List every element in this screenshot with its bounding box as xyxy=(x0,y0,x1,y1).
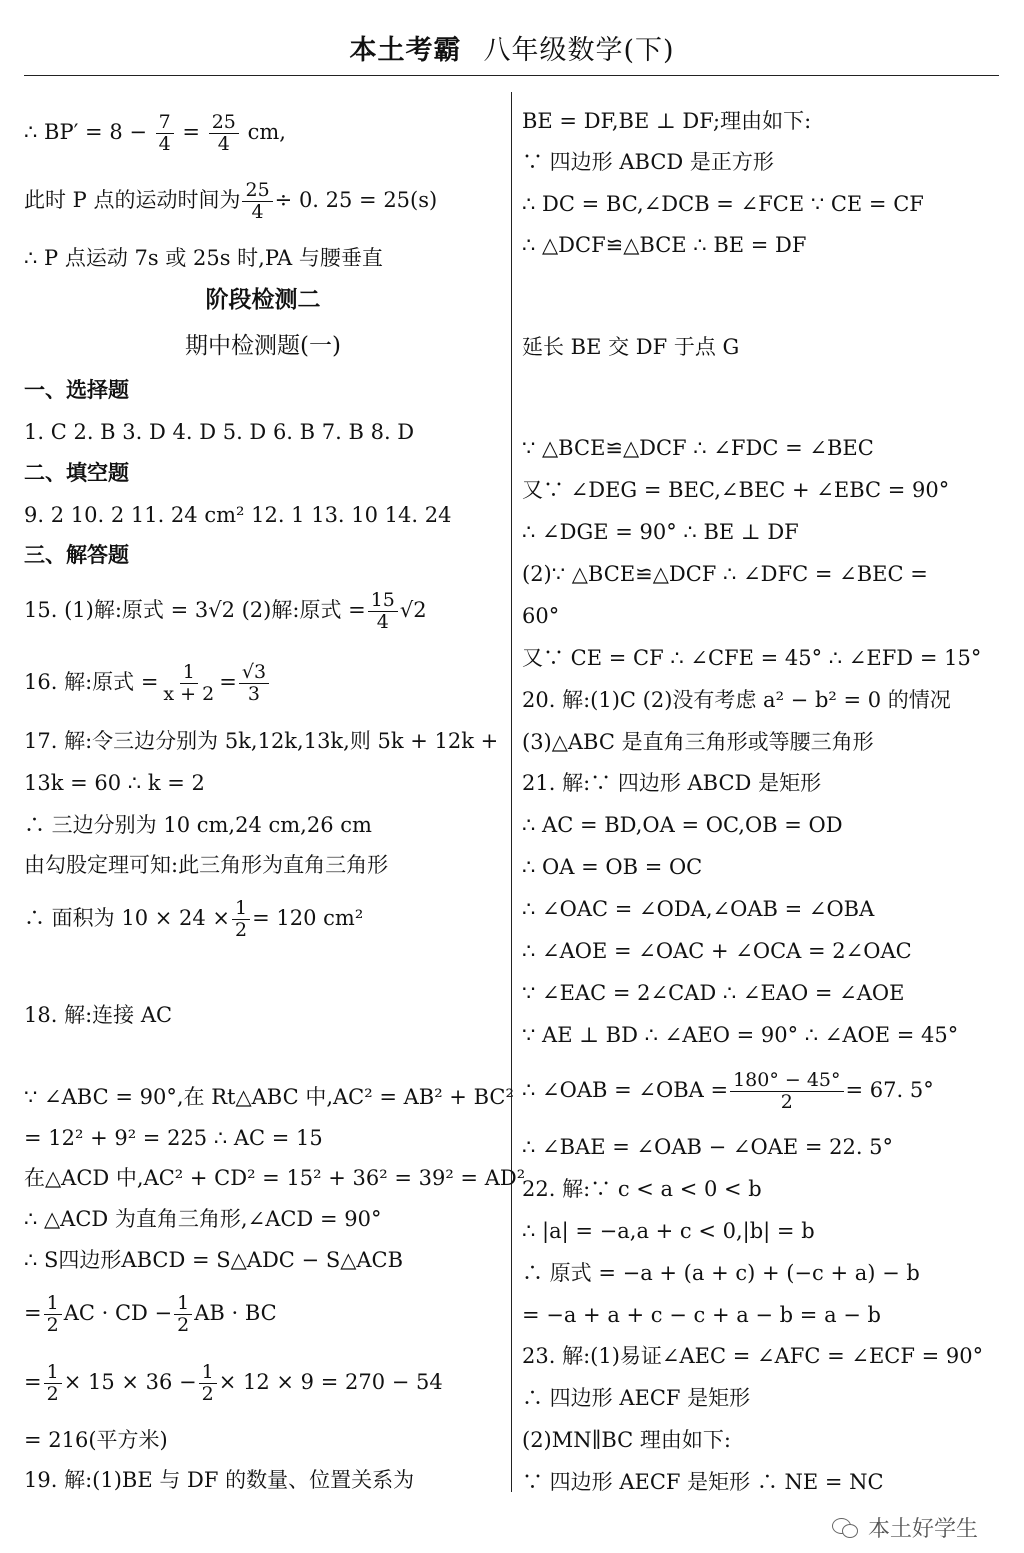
right-line-10: 60° xyxy=(522,604,560,628)
left-line-2: 此时 P 点的运动时间为 $\frac{25}{4}$ ÷ 0. 25 = 25(s) xyxy=(24,179,438,223)
right-line-20: ∵ AE ⊥ BD ∴ ∠AEO = 90° ∴ ∠AOE = 45° xyxy=(522,1023,959,1047)
right-line-21: ∴ ∠OAB = ∠OBA = $\frac{180^\circ - 45^\circ}{2}$ = 67. 5° xyxy=(522,1069,934,1113)
fraction: $\frac{25}{4}$ xyxy=(209,112,239,155)
q18-line-3: = 12² + 9² = 225 ∴ AC = 15 xyxy=(24,1126,323,1150)
q17-line-3: ∴ 三边分别为 10 cm,24 cm,26 cm xyxy=(24,813,372,837)
right-line-15: ∴ AC = BD,OA = OC,OB = OD xyxy=(522,813,843,837)
right-line-18: ∴ ∠AOE = ∠OAC + ∠OCA = 2∠OAC xyxy=(522,939,912,963)
q15-line: 15. (1)解:原式 = 3√2 (2)解:原式 = $\frac{15}{4}$ √2 xyxy=(24,589,427,633)
q18-line-1: 18. 解:连接 AC xyxy=(24,1003,173,1027)
right-line-27: 23. 解:(1)易证∠AEC = ∠AFC = ∠ECF = 90° xyxy=(522,1344,984,1368)
right-line-19: ∵ ∠EAC = 2∠CAD ∴ ∠EAO = ∠AOE xyxy=(522,981,905,1005)
right-line-23: 22. 解:∵ c < a < 0 < b xyxy=(522,1177,762,1201)
right-line-4: ∴ △DCF≌△BCE ∴ BE = DF xyxy=(522,233,807,257)
fraction: $\frac{7}{4}$ xyxy=(156,112,174,155)
watermark-text: 本土好学生 xyxy=(868,1517,979,1542)
right-line-14: 21. 解:∵ 四边形 ABCD 是矩形 xyxy=(522,771,822,795)
fraction: $\frac{15}{4}$ xyxy=(368,590,398,633)
right-line-26: = −a + a + c − c + a − b = a − b xyxy=(522,1303,881,1327)
q19-line-1: 19. 解:(1)BE 与 DF 的数量、位置关系为 xyxy=(24,1468,415,1492)
left-line-1: ∴ BP′ = 8 − $\frac{7}{4}$ = $\frac{25}{4}$ cm, xyxy=(24,111,286,155)
heading-multiple-choice: 一、选择题 xyxy=(24,378,129,402)
subsection-title: 期中检测题(一) xyxy=(185,333,341,359)
fill-answers: 9. 2 10. 2 11. 24 cm² 12. 1 13. 10 14. 24 xyxy=(24,503,452,527)
right-line-6: ∵ △BCE≌△DCF ∴ ∠FDC = ∠BEC xyxy=(522,436,874,460)
right-line-25: ∴ 原式 = −a + (a + c) + (−c + a) − b xyxy=(522,1261,920,1285)
q18-line-7: = $\frac{1}{2}$ AC · CD − $\frac{1}{2}$ AB · BC xyxy=(24,1292,277,1336)
q18-line-6: ∴ S四边形ABCD = S△ADC − S△ACB xyxy=(24,1248,404,1272)
right-line-8: ∴ ∠DGE = 90° ∴ BE ⊥ DF xyxy=(522,520,799,544)
right-line-3: ∴ DC = BC,∠DCB = ∠FCE ∵ CE = CF xyxy=(522,192,924,216)
fraction: $\frac{1}{2}$ xyxy=(44,1293,62,1336)
q18-line-5: ∴ △ACD 为直角三角形,∠ACD = 90° xyxy=(24,1207,382,1231)
right-line-16: ∴ OA = OB = OC xyxy=(522,855,703,879)
wechat-icon xyxy=(832,1516,860,1540)
right-line-9: (2)∵ △BCE≌△DCF ∴ ∠DFC = ∠BEC = xyxy=(522,562,928,586)
watermark xyxy=(832,1512,978,1543)
header-subtitle: 八年级数学(下) xyxy=(483,35,675,66)
header-brand: 本土考霸 xyxy=(349,35,462,66)
q18-line-8: = $\frac{1}{2}$ × 15 × 36 − $\frac{1}{2}$ × 12 × 9 = 270 − 54 xyxy=(24,1361,443,1405)
fraction: $\frac{1}{2}$ xyxy=(232,898,250,941)
header-rule xyxy=(24,75,999,76)
right-line-11: 又∵ CE = CF ∴ ∠CFE = 45° ∴ ∠EFD = 15° xyxy=(522,646,982,670)
right-line-12: 20. 解:(1)C (2)没有考虑 a² − b² = 0 的情况 xyxy=(522,688,951,712)
section-title: 阶段检测二 xyxy=(205,287,321,313)
page-header xyxy=(0,28,1024,67)
right-line-7: 又∵ ∠DEG = BEC,∠BEC + ∠EBC = 90° xyxy=(522,478,950,502)
q17-line-2: 13k = 60 ∴ k = 2 xyxy=(24,771,205,795)
fraction: $\frac{1}{2}$ xyxy=(199,1362,217,1405)
q16-line: 16. 解:原式 = $\frac{1}{x + 2}$ = $\frac{√3}{3}$ xyxy=(24,662,271,705)
right-line-22: ∴ ∠BAE = ∠OAB − ∠OAE = 22. 5° xyxy=(522,1135,894,1159)
right-line-1: BE = DF,BE ⊥ DF;理由如下: xyxy=(522,109,812,133)
heading-fill-blank: 二、填空题 xyxy=(24,461,129,485)
right-line-28: ∴ 四边形 AECF 是矩形 xyxy=(522,1386,751,1410)
heading-solutions: 三、解答题 xyxy=(24,543,129,567)
right-line-30: ∵ 四边形 AECF 是矩形 ∴ NE = NC xyxy=(522,1470,884,1494)
right-line-29: (2)MN∥BC 理由如下: xyxy=(522,1428,731,1452)
fraction: $\frac{1}{2}$ xyxy=(44,1362,62,1405)
fraction: $\frac{√3}{3}$ xyxy=(239,662,269,705)
left-line-3: ∴ P 点运动 7s 或 25s 时,PA 与腰垂直 xyxy=(24,246,383,270)
mc-answers: 1. C 2. B 3. D 4. D 5. D 6. B 7. B 8. D xyxy=(24,420,415,444)
q17-line-5: ∴ 面积为 10 × 24 × $\frac{1}{2}$ = 120 cm² xyxy=(24,897,364,941)
right-line-2: ∵ 四边形 ABCD 是正方形 xyxy=(522,150,774,174)
fraction: $\frac{1}{2}$ xyxy=(174,1293,192,1336)
q18-line-2: ∵ ∠ABC = 90°,在 Rt△ABC 中,AC² = AB² + BC² xyxy=(24,1085,514,1109)
right-line-24: ∴ |a| = −a,a + c < 0,|b| = b xyxy=(522,1219,815,1243)
fraction: $\frac{1}{x + 2}$ xyxy=(163,661,215,705)
right-line-5: 延长 BE 交 DF 于点 G xyxy=(522,335,740,359)
q17-line-1: 17. 解:令三边分别为 5k,12k,13k,则 5k + 12k + xyxy=(24,729,499,753)
fraction: $\frac{180^\circ - 45^\circ}{2}$ xyxy=(730,1070,843,1113)
column-divider xyxy=(511,92,512,1492)
right-line-13: (3)△ABC 是直角三角形或等腰三角形 xyxy=(522,730,874,754)
q18-line-4: 在△ACD 中,AC² + CD² = 15² + 36² = 39² = AD² xyxy=(24,1166,526,1190)
fraction: $\frac{25}{4}$ xyxy=(242,180,272,223)
q17-line-4: 由勾股定理可知:此三角形为直角三角形 xyxy=(24,853,389,877)
right-line-17: ∴ ∠OAC = ∠ODA,∠OAB = ∠OBA xyxy=(522,897,875,921)
q18-line-9: = 216(平方米) xyxy=(24,1428,168,1452)
